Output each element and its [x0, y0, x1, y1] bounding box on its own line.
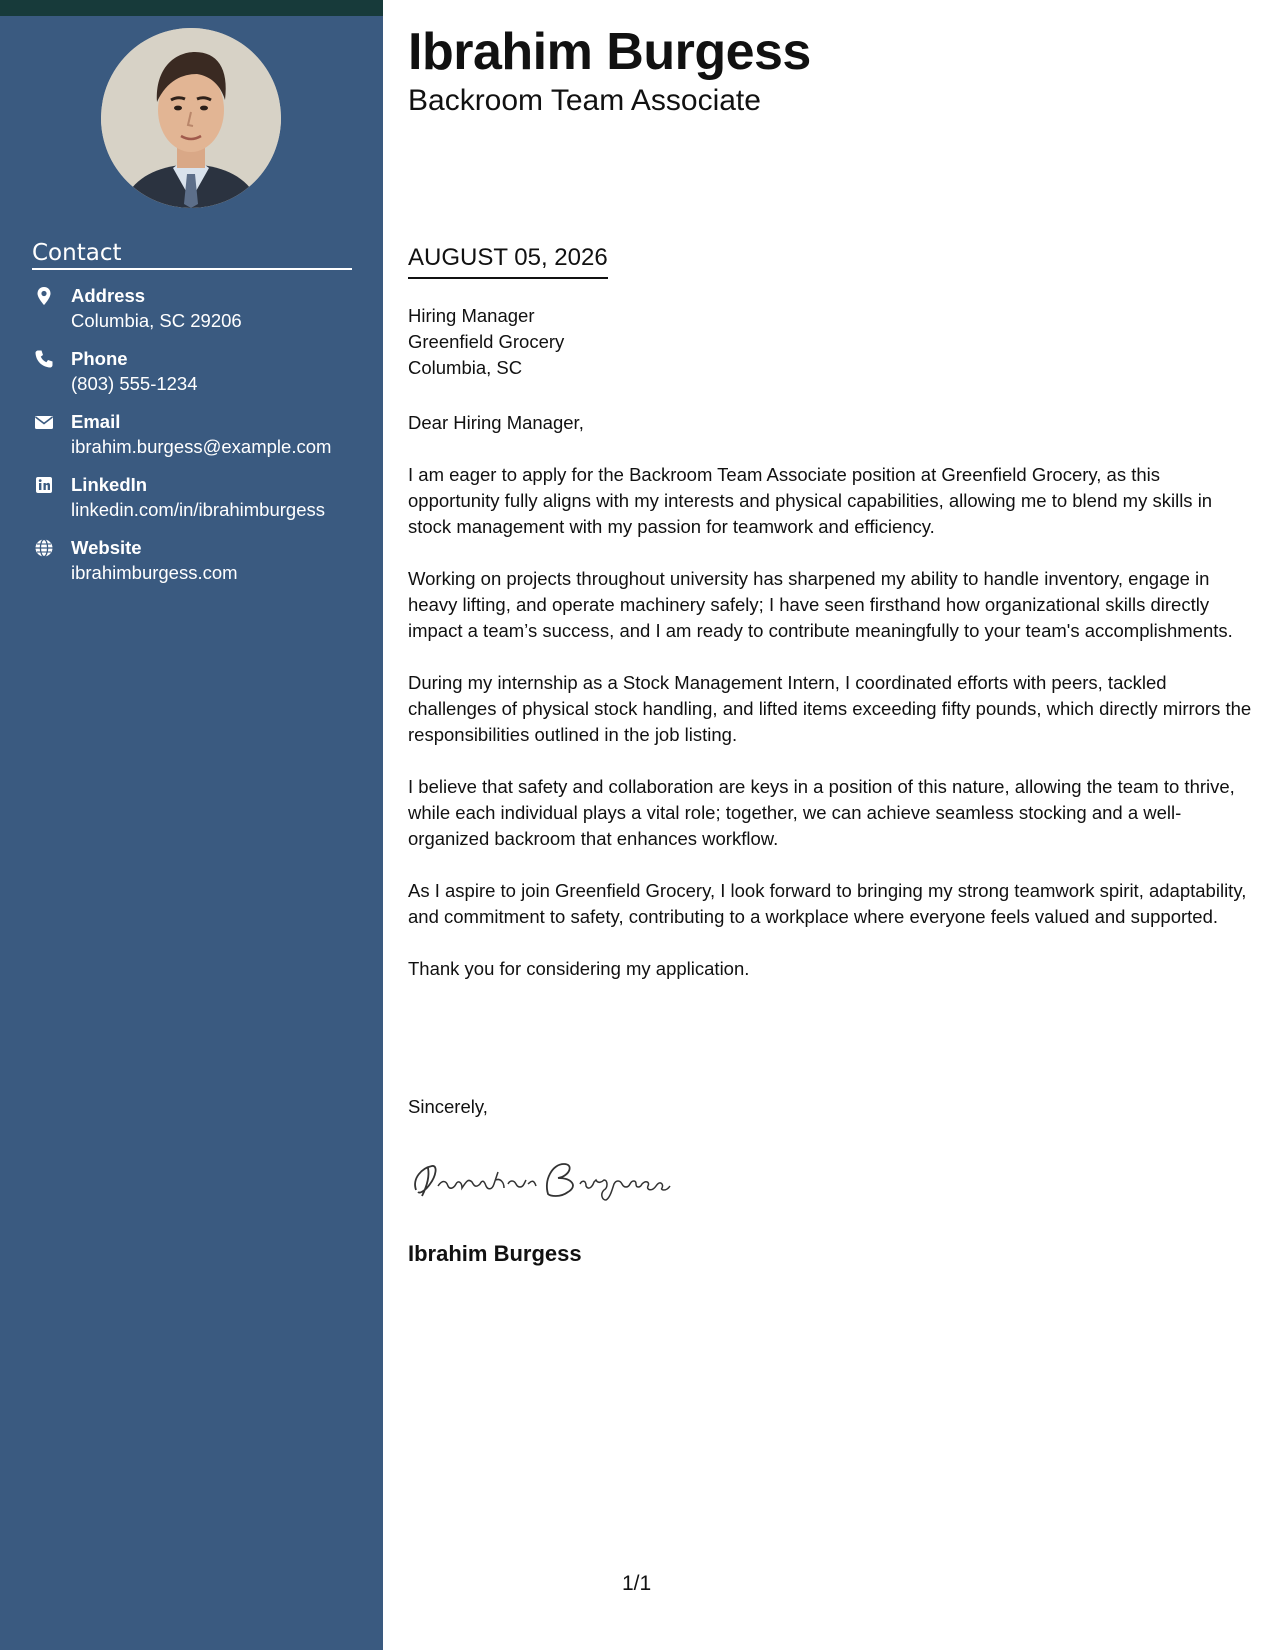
linkedin-icon: [34, 475, 54, 495]
contact-value: Columbia, SC 29206: [71, 310, 242, 331]
recipient-line: Hiring Manager: [408, 305, 535, 326]
closing: Sincerely,: [408, 1096, 488, 1117]
contact-label: Address: [71, 285, 146, 306]
contact-value: (803) 555-1234: [71, 373, 198, 394]
contact-item-email: [32, 411, 362, 474]
contact-heading: Contact: [32, 240, 352, 270]
portrait-photo: [101, 28, 281, 208]
job-title: Backroom Team Associate: [408, 84, 761, 117]
body-paragraph: I believe that safety and collaboration are keys in a position of this nature, allowing the team to thrive, while each individual plays a vital role; together, we can achieve seamless stocking and a well-organized backroom that enhances workflow.: [408, 776, 1235, 849]
body-paragraph: Working on projects throughout university has sharpened my ability to handle inventory, engage in heavy lifting, and operate machinery safely; I have seen firsthand how organizational skills directly impact a team’s success, and I am ready to contribute meaningfully to your team's accomplishments.: [408, 568, 1233, 641]
map-pin-icon: [34, 286, 54, 306]
recipient-block: [408, 303, 564, 381]
letter-body: [408, 410, 1253, 1008]
avatar: [101, 28, 281, 208]
contact-item-website: [32, 537, 362, 600]
contact-value[interactable]: linkedin.com/in/ibrahimburgess: [71, 499, 325, 520]
handwritten-signature: [408, 1150, 678, 1210]
body-paragraph: During my internship as a Stock Management Intern, I coordinated efforts with peers, tackled challenges of physical stock handling, and lifted items exceeding fifty pounds, which directly mirrors the responsibilities outlined in the job listing.: [408, 672, 1252, 745]
body-paragraph: I am eager to apply for the Backroom Team Associate position at Greenfield Grocery, as this opportunity fully aligns with my interests and physical capabilities, allowing me to blend my skills in stock management with my passion for teamwork and efficiency.: [408, 464, 1213, 537]
recipient-line: Columbia, SC: [408, 357, 523, 378]
body-paragraph: As I aspire to join Greenfield Grocery, I look forward to bringing my strong teamwork spirit, adaptability, and commitment to safety, contributing to a workplace where everyone feels valued and supported.: [408, 880, 1247, 927]
envelope-icon: [34, 412, 54, 432]
letter-date: AUGUST 05, 2026: [408, 244, 608, 279]
body-paragraph: Thank you for considering my application.: [408, 958, 750, 979]
salutation: Dear Hiring Manager,: [408, 412, 584, 433]
contact-value[interactable]: ibrahim.burgess@example.com: [71, 436, 332, 457]
contact-label: Email: [71, 411, 121, 432]
contact-item-address: [32, 285, 362, 348]
applicant-name: Ibrahim Burgess: [408, 23, 811, 81]
globe-icon: [34, 538, 54, 558]
signed-name: Ibrahim Burgess: [408, 1241, 582, 1266]
contact-label: Phone: [71, 348, 128, 369]
page-number: 1/1: [622, 1572, 652, 1595]
contact-item-linkedin: [32, 474, 362, 537]
phone-icon: [34, 349, 54, 369]
contact-list: [32, 285, 362, 600]
contact-value[interactable]: ibrahimburgess.com: [71, 562, 238, 583]
contact-item-phone: [32, 348, 362, 411]
sidebar: [0, 0, 383, 1650]
sidebar-top-bar: [0, 0, 383, 16]
recipient-line: Greenfield Grocery: [408, 331, 565, 352]
contact-label: LinkedIn: [71, 474, 148, 495]
contact-label: Website: [71, 537, 142, 558]
